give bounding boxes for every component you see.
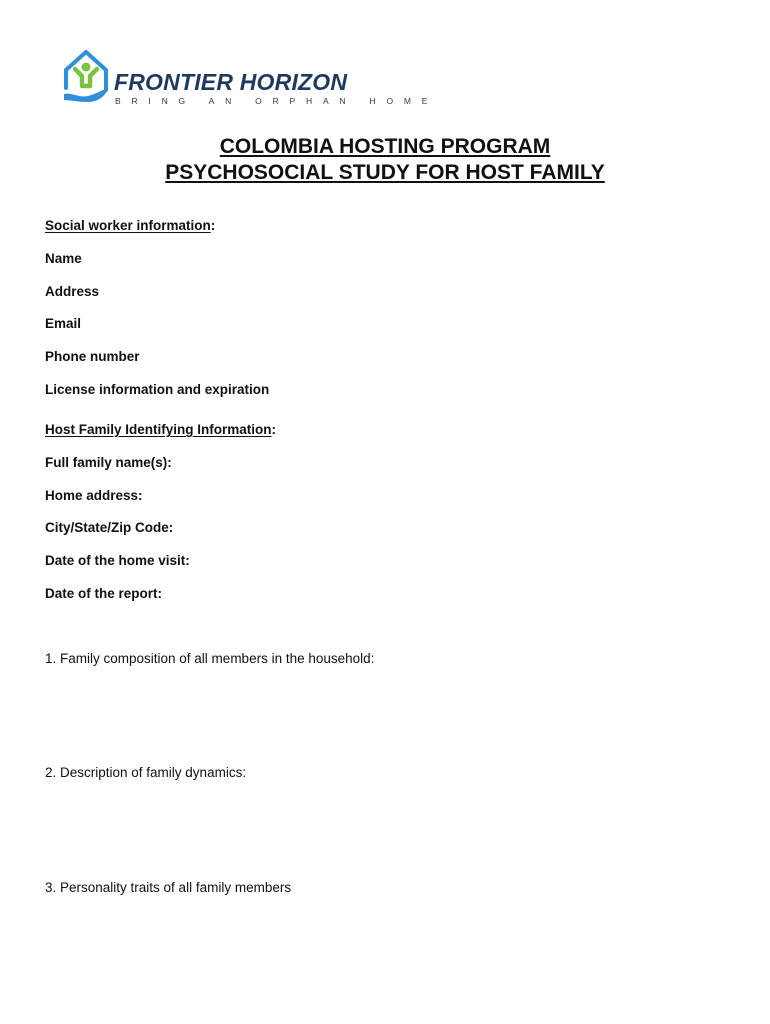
field-city-state-zip: City/State/Zip Code:: [45, 520, 174, 535]
host-family-heading-text: Host Family Identifying Information: [45, 422, 272, 437]
social-worker-heading-colon: :: [210, 218, 216, 233]
field-date-report: Date of the report:: [45, 586, 163, 601]
host-family-heading-colon: :: [271, 422, 277, 437]
social-worker-heading: [45, 219, 215, 233]
question-family-dynamics: 2. Description of family dynamics:: [45, 765, 247, 780]
host-family-heading: [45, 423, 276, 437]
field-date-home-visit: Date of the home visit:: [45, 553, 190, 568]
field-address: Address: [45, 284, 100, 299]
question-family-composition: 1. Family composition of all members in the household:: [45, 651, 375, 666]
question-personality-traits: 3. Personality traits of all family members: [45, 880, 292, 895]
social-worker-heading-text: Social worker information: [45, 218, 211, 233]
house-hand-logo-icon: [62, 48, 110, 108]
field-license: License information and expiration: [45, 382, 270, 397]
frontier-horizon-logo: [62, 48, 439, 110]
field-home-address: Home address:: [45, 488, 143, 503]
title-line-1: COLOMBIA HOSTING PROGRAM: [219, 135, 551, 158]
field-email: Email: [45, 316, 82, 331]
field-name: Name: [45, 251, 82, 266]
document-title: [0, 134, 770, 186]
logo-wordmark: FRONTIER HORIZON: [114, 69, 348, 95]
title-line-2: PSYCHOSOCIAL STUDY FOR HOST FAMILY: [165, 161, 605, 184]
field-phone-number: Phone number: [45, 349, 140, 364]
logo-tagline: BRING AN ORPHAN HOME: [115, 96, 439, 106]
field-full-family-name: Full family name(s):: [45, 455, 172, 470]
